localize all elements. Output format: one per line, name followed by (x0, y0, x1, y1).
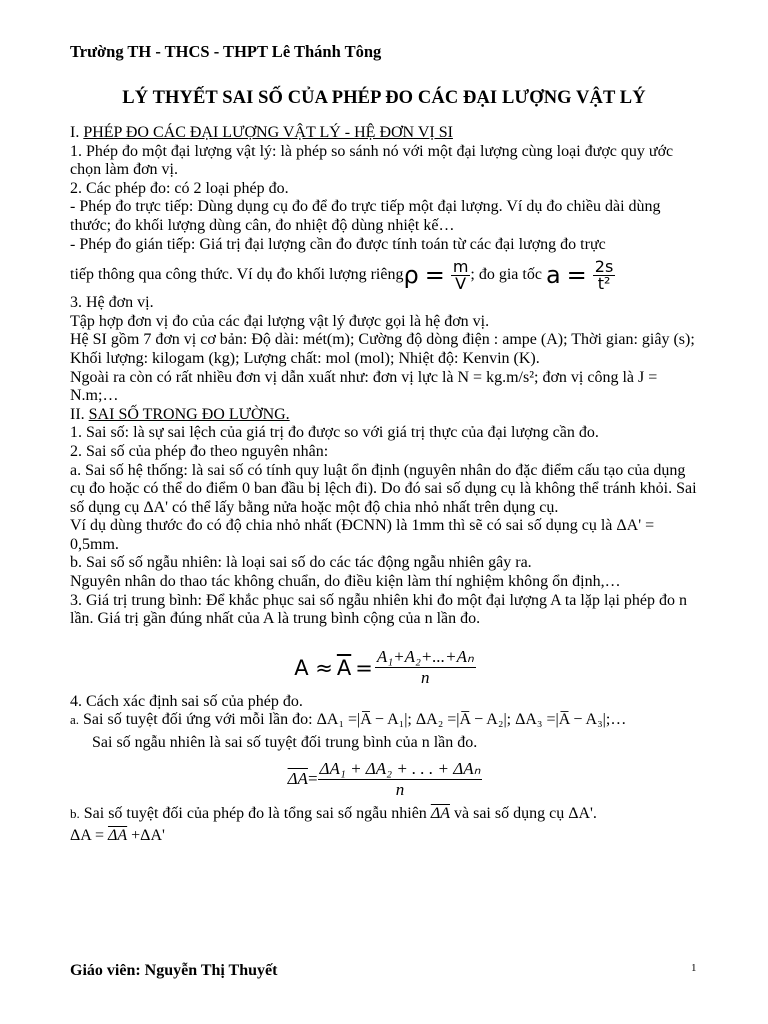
section2-paragraph-1: 1. Sai số: là sự sai lệch của giá trị đo được so với giá trị thực của đại lượng cần đo. (70, 424, 599, 442)
section2-heading: II. SAI SỐ TRONG ĐO LƯỜNG. (70, 405, 290, 423)
section2-paragraph-10: Sai số ngẫu nhiên là sai số tuyệt đối trung bình của n lần đo. (92, 734, 478, 752)
section1-paragraph-3: - Phép đo trực tiếp: Dùng dụng cụ đo để đo trực tiếp một đại lượng. Ví dụ đo chiều dài dùng thước; đo khối lượng dùng cân, đo nhiệt độ dùng nhiệt kế… (70, 198, 661, 234)
section2-paragraph-9: a. Sai số tuyệt đối ứng với mỗi lần đo: ΔA₁ =|A̅ − A₁|; ΔA₂ =|A̅ − A₂|; ΔA₃ =|A̅ − A₃|;… (70, 711, 627, 729)
section2-paragraph-12: $\Delta A = \overline{\Delta A} +\Delta A'$ (70, 827, 165, 845)
mean-value-fraction: $\frac{\text{A₁+A₂+...+Aₙ}}{n}$ (376, 647, 474, 688)
section2-paragraph-3: a. Sai số hệ thống: là sai số có tính quy luật ổn định (nguyên nhân do đặc điểm cấu tạo của dụng cụ đo hoặc có thể do điểm 0 ban đầu bị lệch đi). Do đó sai số dụng cụ là không thể tránh khỏi. Sai số dụng cụ ΔA' có thể lấy bằng nửa hoặc một độ chia nhỏ nhất trên dụng cụ. (70, 461, 697, 516)
section1-paragraph-2: 2. Các phép đo: có 2 loại phép đo. (70, 179, 289, 197)
section1-paragraph-9: Ngoài ra còn có rất nhiều đơn vị dẫn xuất như: đơn vị lực là N = kg.m/s²; đơn vị công là J = N.m;… (70, 368, 658, 405)
section2-paragraph-8: 4. Cách xác định sai số của phép đo. (70, 692, 303, 710)
density-fraction: $\frac{m}{V}$ (452, 256, 469, 293)
section1-paragraph-4: - Phép đo gián tiếp: Giá trị đại lượng cần đo được tính toán từ các đại lượng đo trực (70, 235, 606, 253)
document-body (70, 124, 700, 846)
section2-paragraph-11: b. Sai số tuyệt đối của phép đo là tổng sai số ngẫu nhiên $\overline{\Delta A}$ và sai số dụng cụ ΔA'. (70, 804, 597, 822)
acceleration-symbol: a (545, 260, 561, 289)
acceleration-fraction: $\frac{2s}{\text{t²}}$ (594, 256, 614, 293)
section1-heading: I. PHÉP ĐO CÁC ĐẠI LƯỢNG VẬT LÝ - HỆ ĐƠN VỊ SI (70, 124, 453, 141)
section1-paragraph-7: Tập hợp đơn vị đo của các đại lượng vật lý được gọi là hệ đơn vị. (70, 312, 490, 330)
section2-paragraph-5: b. Sai số số ngẫu nhiên: là loại sai số do các tác động ngẫu nhiên gây ra. (70, 554, 532, 572)
section1-formula-line: tiếp thông qua công thức. Ví dụ đo khối lượng riêng ρ = $\frac{m}{V}$ ; đo gia tốc a = $\frac{2s}{\text{t²}}$ (70, 256, 614, 293)
teacher-footer: Giáo viên: Nguyễn Thị Thuyết (70, 962, 278, 979)
mean-value-formula: A ≈ $\overline{A}$ = $\frac{\text{A₁+A₂+...+Aₙ}}{n}$ (294, 647, 474, 688)
section1-paragraph-8: Hệ SI gồm 7 đơn vị cơ bản: Độ dài: mét(m); Cường độ dòng điện : ampe (A); Thời gian: giây (s); Khối lượng: kilogam (kg); Lượng chất: mol (mol); Nhiệt độ: Kenvin (K). (70, 331, 695, 367)
page-number: 1 (691, 962, 697, 974)
section1-paragraph-1: 1. Phép đo một đại lượng vật lý: là phép so sánh nó với một đại lượng cùng loại được quy ước chọn làm đơn vị. (70, 142, 674, 179)
school-header: Trường TH - THCS - THPT Lê Thánh Tông (70, 42, 382, 61)
rho-symbol: ρ (403, 260, 419, 289)
section2-paragraph-7: 3. Giá trị trung bình: Để khắc phục sai số ngẫu nhiên khi đo một đại lượng A ta lặp lại phép đo n lần. Giá trị gần đúng nhất của A là trung bình cộng của n lần đo. (70, 591, 688, 628)
mean-error-fraction: $\frac{\text{ΔA₁ + ΔA₂ + . . . + ΔAₙ}}{n}$ (319, 759, 481, 800)
document-title: LÝ THYẾT SAI SỐ CỦA PHÉP ĐO CÁC ĐẠI LƯỢNG VẬT LÝ (122, 88, 646, 108)
section2-paragraph-6: Nguyên nhân do thao tác không chuẩn, do điều kiện làm thí nghiệm không ổn định,… (70, 573, 621, 591)
section2-paragraph-4: Ví dụ dùng thước đo có độ chia nhỏ nhất (ĐCNN) là 1mm thì sẽ có sai số dụng cụ là ΔA' = 0,5mm. (70, 517, 655, 553)
mean-error-formula: $\overline{\Delta A}$ = $\frac{\text{ΔA₁ + ΔA₂ + . . . + ΔAₙ}}{n}$ (287, 759, 481, 800)
section2-paragraph-2: 2. Sai số của phép đo theo nguyên nhân: (70, 442, 329, 460)
section1-paragraph-6: 3. Hệ đơn vị. (70, 294, 154, 312)
